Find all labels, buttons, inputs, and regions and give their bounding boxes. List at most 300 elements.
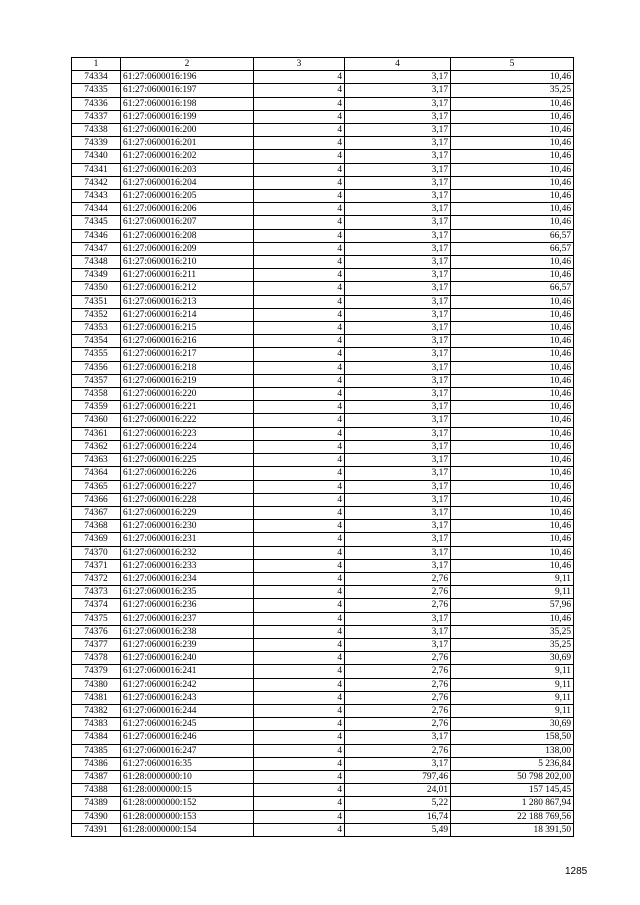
table-row bbox=[72, 388, 574, 401]
col3-cell: 4 bbox=[254, 97, 345, 110]
col4-cell: 24,01 bbox=[345, 784, 451, 797]
col5-cell: 10,46 bbox=[451, 256, 574, 269]
row-number-cell: 74380 bbox=[72, 678, 121, 691]
col3-cell: 4 bbox=[254, 520, 345, 533]
col5-cell: 66,57 bbox=[451, 282, 574, 295]
cadastral-number-cell: 61:27:0600016:236 bbox=[121, 599, 254, 612]
table-row bbox=[72, 704, 574, 717]
table-row bbox=[72, 612, 574, 625]
col3-cell: 4 bbox=[254, 137, 345, 150]
col4-cell: 2,76 bbox=[345, 665, 451, 678]
col5-cell: 158,50 bbox=[451, 731, 574, 744]
col4-cell: 3,17 bbox=[345, 520, 451, 533]
col4-cell: 3,17 bbox=[345, 110, 451, 123]
col5-cell: 10,46 bbox=[451, 493, 574, 506]
col5-cell: 157 145,45 bbox=[451, 784, 574, 797]
row-number-cell: 74359 bbox=[72, 401, 121, 414]
cadastral-number-cell: 61:27:0600016:204 bbox=[121, 176, 254, 189]
col4-cell: 2,76 bbox=[345, 718, 451, 731]
col5-cell: 35,25 bbox=[451, 625, 574, 638]
row-number-cell: 74385 bbox=[72, 744, 121, 757]
row-number-cell: 74343 bbox=[72, 190, 121, 203]
col3-cell: 4 bbox=[254, 150, 345, 163]
cadastral-number-cell: 61:27:0600016:200 bbox=[121, 124, 254, 137]
table-row bbox=[72, 572, 574, 585]
col3-cell: 4 bbox=[254, 190, 345, 203]
cadastral-number-cell: 61:27:0600016:245 bbox=[121, 718, 254, 731]
col3-cell: 4 bbox=[254, 744, 345, 757]
row-number-cell: 74334 bbox=[72, 71, 121, 84]
row-number-cell: 74344 bbox=[72, 203, 121, 216]
col3-cell: 4 bbox=[254, 731, 345, 744]
col4-cell: 2,76 bbox=[345, 678, 451, 691]
col5-cell: 10,46 bbox=[451, 308, 574, 321]
col4-cell: 3,17 bbox=[345, 176, 451, 189]
cadastral-number-cell: 61:28:0000000:154 bbox=[121, 823, 254, 836]
row-number-cell: 74366 bbox=[72, 493, 121, 506]
col3-cell: 4 bbox=[254, 84, 345, 97]
col4-cell: 3,17 bbox=[345, 454, 451, 467]
table-row bbox=[72, 467, 574, 480]
table-row bbox=[72, 414, 574, 427]
table-row bbox=[72, 625, 574, 638]
cadastral-number-cell: 61:27:0600016:196 bbox=[121, 71, 254, 84]
cadastral-number-cell: 61:27:0600016:35 bbox=[121, 757, 254, 770]
row-number-cell: 74346 bbox=[72, 229, 121, 242]
col3-cell: 4 bbox=[254, 176, 345, 189]
col5-cell: 30,69 bbox=[451, 718, 574, 731]
col4-cell: 3,17 bbox=[345, 216, 451, 229]
col3-cell: 4 bbox=[254, 493, 345, 506]
col3-cell: 4 bbox=[254, 163, 345, 176]
row-number-cell: 74389 bbox=[72, 797, 121, 810]
row-number-cell: 74337 bbox=[72, 110, 121, 123]
col4-cell: 3,17 bbox=[345, 414, 451, 427]
col5-cell: 10,46 bbox=[451, 269, 574, 282]
table-row bbox=[72, 256, 574, 269]
cadastral-number-cell: 61:27:0600016:229 bbox=[121, 506, 254, 519]
table-row bbox=[72, 744, 574, 757]
row-number-cell: 74388 bbox=[72, 784, 121, 797]
cadastral-number-cell: 61:27:0600016:233 bbox=[121, 559, 254, 572]
col5-cell: 10,46 bbox=[451, 454, 574, 467]
col5-cell: 35,25 bbox=[451, 84, 574, 97]
col5-cell: 10,46 bbox=[451, 440, 574, 453]
row-number-cell: 74390 bbox=[72, 810, 121, 823]
table-row bbox=[72, 150, 574, 163]
row-number-cell: 74386 bbox=[72, 757, 121, 770]
cadastral-number-cell: 61:27:0600016:242 bbox=[121, 678, 254, 691]
col3-cell: 4 bbox=[254, 308, 345, 321]
cadastral-number-cell: 61:27:0600016:244 bbox=[121, 704, 254, 717]
col3-cell: 4 bbox=[254, 229, 345, 242]
col4-cell: 5,22 bbox=[345, 797, 451, 810]
col4-cell: 2,76 bbox=[345, 652, 451, 665]
col3-cell: 4 bbox=[254, 335, 345, 348]
row-number-cell: 74338 bbox=[72, 124, 121, 137]
col3-cell: 4 bbox=[254, 388, 345, 401]
row-number-cell: 74381 bbox=[72, 691, 121, 704]
col3-cell: 4 bbox=[254, 216, 345, 229]
table-row bbox=[72, 506, 574, 519]
cadastral-number-cell: 61:27:0600016:223 bbox=[121, 427, 254, 440]
row-number-cell: 74373 bbox=[72, 586, 121, 599]
col3-cell: 4 bbox=[254, 691, 345, 704]
row-number-cell: 74374 bbox=[72, 599, 121, 612]
row-number-cell: 74350 bbox=[72, 282, 121, 295]
col4-cell: 797,46 bbox=[345, 770, 451, 783]
col5-cell: 10,46 bbox=[451, 124, 574, 137]
col4-cell: 5,49 bbox=[345, 823, 451, 836]
col3-cell: 4 bbox=[254, 414, 345, 427]
col5-cell: 10,46 bbox=[451, 322, 574, 335]
cadastral-number-cell: 61:27:0600016:241 bbox=[121, 665, 254, 678]
col5-cell: 10,46 bbox=[451, 559, 574, 572]
col4-cell: 3,17 bbox=[345, 480, 451, 493]
row-number-cell: 74367 bbox=[72, 506, 121, 519]
table-row bbox=[72, 71, 574, 84]
col4-cell: 3,17 bbox=[345, 612, 451, 625]
table-row bbox=[72, 322, 574, 335]
col5-cell: 10,46 bbox=[451, 427, 574, 440]
cadastral-number-cell: 61:27:0600016:205 bbox=[121, 190, 254, 203]
cadastral-number-cell: 61:27:0600016:201 bbox=[121, 137, 254, 150]
cadastral-number-cell: 61:27:0600016:210 bbox=[121, 256, 254, 269]
row-number-cell: 74339 bbox=[72, 137, 121, 150]
col5-cell: 66,57 bbox=[451, 229, 574, 242]
table-row bbox=[72, 295, 574, 308]
table-row bbox=[72, 335, 574, 348]
cadastral-number-cell: 61:27:0600016:225 bbox=[121, 454, 254, 467]
col5-cell: 50 798 202,00 bbox=[451, 770, 574, 783]
col3-cell: 4 bbox=[254, 586, 345, 599]
table-row bbox=[72, 163, 574, 176]
row-number-cell: 74383 bbox=[72, 718, 121, 731]
table-row bbox=[72, 757, 574, 770]
row-number-cell: 74372 bbox=[72, 572, 121, 585]
table-row bbox=[72, 137, 574, 150]
cadastral-number-cell: 61:27:0600016:240 bbox=[121, 652, 254, 665]
col4-cell: 3,17 bbox=[345, 625, 451, 638]
table-row bbox=[72, 797, 574, 810]
table-row bbox=[72, 361, 574, 374]
cadastral-number-cell: 61:27:0600016:197 bbox=[121, 84, 254, 97]
col4-cell: 3,17 bbox=[345, 282, 451, 295]
col5-cell: 57,96 bbox=[451, 599, 574, 612]
col4-cell: 3,17 bbox=[345, 269, 451, 282]
col5-cell: 9,11 bbox=[451, 704, 574, 717]
row-number-cell: 74360 bbox=[72, 414, 121, 427]
row-number-cell: 74371 bbox=[72, 559, 121, 572]
table-row bbox=[72, 374, 574, 387]
cadastral-number-cell: 61:28:0000000:152 bbox=[121, 797, 254, 810]
column-header-4: 4 bbox=[345, 58, 451, 71]
col5-cell: 9,11 bbox=[451, 665, 574, 678]
col5-cell: 10,46 bbox=[451, 361, 574, 374]
cadastral-number-cell: 61:27:0600016:224 bbox=[121, 440, 254, 453]
row-number-cell: 74369 bbox=[72, 533, 121, 546]
column-header-3: 3 bbox=[254, 58, 345, 71]
col5-cell: 10,46 bbox=[451, 348, 574, 361]
cadastral-number-cell: 61:27:0600016:199 bbox=[121, 110, 254, 123]
column-header-2: 2 bbox=[121, 58, 254, 71]
col5-cell: 5 236,84 bbox=[451, 757, 574, 770]
col4-cell: 3,17 bbox=[345, 506, 451, 519]
col4-cell: 3,17 bbox=[345, 295, 451, 308]
row-number-cell: 74382 bbox=[72, 704, 121, 717]
col3-cell: 4 bbox=[254, 71, 345, 84]
cadastral-number-cell: 61:27:0600016:243 bbox=[121, 691, 254, 704]
row-number-cell: 74358 bbox=[72, 388, 121, 401]
table-row bbox=[72, 401, 574, 414]
table-body bbox=[72, 71, 574, 837]
table-row bbox=[72, 691, 574, 704]
col5-cell: 10,46 bbox=[451, 190, 574, 203]
col4-cell: 3,17 bbox=[345, 427, 451, 440]
cadastral-number-cell: 61:27:0600016:231 bbox=[121, 533, 254, 546]
table-row bbox=[72, 638, 574, 651]
col4-cell: 3,17 bbox=[345, 242, 451, 255]
col3-cell: 4 bbox=[254, 124, 345, 137]
row-number-cell: 74348 bbox=[72, 256, 121, 269]
col3-cell: 4 bbox=[254, 440, 345, 453]
col4-cell: 3,17 bbox=[345, 493, 451, 506]
row-number-cell: 74378 bbox=[72, 652, 121, 665]
col3-cell: 4 bbox=[254, 322, 345, 335]
cadastral-number-cell: 61:27:0600016:198 bbox=[121, 97, 254, 110]
row-number-cell: 74362 bbox=[72, 440, 121, 453]
table-row bbox=[72, 665, 574, 678]
col3-cell: 4 bbox=[254, 572, 345, 585]
col3-cell: 4 bbox=[254, 546, 345, 559]
cadastral-number-cell: 61:27:0600016:227 bbox=[121, 480, 254, 493]
cadastral-number-cell: 61:27:0600016:211 bbox=[121, 269, 254, 282]
col4-cell: 3,17 bbox=[345, 757, 451, 770]
table-row bbox=[72, 454, 574, 467]
row-number-cell: 74345 bbox=[72, 216, 121, 229]
col5-cell: 10,46 bbox=[451, 533, 574, 546]
col4-cell: 3,17 bbox=[345, 335, 451, 348]
row-number-cell: 74340 bbox=[72, 150, 121, 163]
col4-cell: 3,17 bbox=[345, 546, 451, 559]
col3-cell: 4 bbox=[254, 374, 345, 387]
row-number-cell: 74336 bbox=[72, 97, 121, 110]
table-row bbox=[72, 559, 574, 572]
col5-cell: 10,46 bbox=[451, 506, 574, 519]
col4-cell: 3,17 bbox=[345, 256, 451, 269]
col5-cell: 30,69 bbox=[451, 652, 574, 665]
col3-cell: 4 bbox=[254, 480, 345, 493]
col3-cell: 4 bbox=[254, 718, 345, 731]
col3-cell: 4 bbox=[254, 506, 345, 519]
col5-cell: 18 391,50 bbox=[451, 823, 574, 836]
col5-cell: 10,46 bbox=[451, 480, 574, 493]
col5-cell: 10,46 bbox=[451, 110, 574, 123]
data-table bbox=[71, 57, 574, 837]
col5-cell: 10,46 bbox=[451, 612, 574, 625]
col4-cell: 3,17 bbox=[345, 731, 451, 744]
col3-cell: 4 bbox=[254, 652, 345, 665]
col5-cell: 10,46 bbox=[451, 335, 574, 348]
row-number-cell: 74341 bbox=[72, 163, 121, 176]
row-number-cell: 74351 bbox=[72, 295, 121, 308]
col3-cell: 4 bbox=[254, 467, 345, 480]
cadastral-number-cell: 61:28:0000000:15 bbox=[121, 784, 254, 797]
col3-cell: 4 bbox=[254, 810, 345, 823]
col5-cell: 138,00 bbox=[451, 744, 574, 757]
cadastral-number-cell: 61:27:0600016:220 bbox=[121, 388, 254, 401]
cadastral-number-cell: 61:27:0600016:209 bbox=[121, 242, 254, 255]
cadastral-number-cell: 61:27:0600016:202 bbox=[121, 150, 254, 163]
table-row bbox=[72, 520, 574, 533]
col3-cell: 4 bbox=[254, 797, 345, 810]
row-number-cell: 74368 bbox=[72, 520, 121, 533]
col3-cell: 4 bbox=[254, 427, 345, 440]
col4-cell: 2,76 bbox=[345, 691, 451, 704]
col3-cell: 4 bbox=[254, 533, 345, 546]
col3-cell: 4 bbox=[254, 282, 345, 295]
row-number-cell: 74391 bbox=[72, 823, 121, 836]
row-number-cell: 74384 bbox=[72, 731, 121, 744]
cadastral-number-cell: 61:28:0000000:10 bbox=[121, 770, 254, 783]
cadastral-number-cell: 61:27:0600016:203 bbox=[121, 163, 254, 176]
cadastral-number-cell: 61:27:0600016:235 bbox=[121, 586, 254, 599]
row-number-cell: 74353 bbox=[72, 322, 121, 335]
col5-cell: 22 188 769,56 bbox=[451, 810, 574, 823]
col4-cell: 3,17 bbox=[345, 203, 451, 216]
cadastral-number-cell: 61:27:0600016:246 bbox=[121, 731, 254, 744]
col3-cell: 4 bbox=[254, 110, 345, 123]
col5-cell: 9,11 bbox=[451, 586, 574, 599]
col5-cell: 35,25 bbox=[451, 638, 574, 651]
row-number-cell: 74363 bbox=[72, 454, 121, 467]
row-number-cell: 74376 bbox=[72, 625, 121, 638]
col4-cell: 2,76 bbox=[345, 586, 451, 599]
col4-cell: 3,17 bbox=[345, 97, 451, 110]
col4-cell: 16,74 bbox=[345, 810, 451, 823]
cadastral-number-cell: 61:27:0600016:221 bbox=[121, 401, 254, 414]
cadastral-number-cell: 61:27:0600016:215 bbox=[121, 322, 254, 335]
table-row bbox=[72, 784, 574, 797]
cadastral-number-cell: 61:27:0600016:234 bbox=[121, 572, 254, 585]
col5-cell: 66,57 bbox=[451, 242, 574, 255]
cadastral-number-cell: 61:27:0600016:230 bbox=[121, 520, 254, 533]
row-number-cell: 74356 bbox=[72, 361, 121, 374]
col4-cell: 3,17 bbox=[345, 361, 451, 374]
row-number-cell: 74355 bbox=[72, 348, 121, 361]
col4-cell: 2,76 bbox=[345, 704, 451, 717]
column-header-1: 1 bbox=[72, 58, 121, 71]
col4-cell: 2,76 bbox=[345, 599, 451, 612]
table-row bbox=[72, 229, 574, 242]
col4-cell: 3,17 bbox=[345, 374, 451, 387]
table-row bbox=[72, 493, 574, 506]
col3-cell: 4 bbox=[254, 559, 345, 572]
col4-cell: 3,17 bbox=[345, 533, 451, 546]
col5-cell: 10,46 bbox=[451, 388, 574, 401]
table-row bbox=[72, 84, 574, 97]
col3-cell: 4 bbox=[254, 361, 345, 374]
table-row bbox=[72, 427, 574, 440]
table-row bbox=[72, 718, 574, 731]
col4-cell: 3,17 bbox=[345, 137, 451, 150]
row-number-cell: 74352 bbox=[72, 308, 121, 321]
col3-cell: 4 bbox=[254, 203, 345, 216]
row-number-cell: 74379 bbox=[72, 665, 121, 678]
table-row bbox=[72, 586, 574, 599]
cadastral-number-cell: 61:27:0600016:208 bbox=[121, 229, 254, 242]
row-number-cell: 74342 bbox=[72, 176, 121, 189]
col5-cell: 10,46 bbox=[451, 150, 574, 163]
col5-cell: 10,46 bbox=[451, 137, 574, 150]
table-row bbox=[72, 308, 574, 321]
col3-cell: 4 bbox=[254, 348, 345, 361]
col5-cell: 9,11 bbox=[451, 572, 574, 585]
col5-cell: 10,46 bbox=[451, 414, 574, 427]
col5-cell: 10,46 bbox=[451, 216, 574, 229]
col4-cell: 3,17 bbox=[345, 638, 451, 651]
col4-cell: 3,17 bbox=[345, 322, 451, 335]
row-number-cell: 74365 bbox=[72, 480, 121, 493]
col5-cell: 10,46 bbox=[451, 467, 574, 480]
col5-cell: 10,46 bbox=[451, 176, 574, 189]
cadastral-number-cell: 61:27:0600016:222 bbox=[121, 414, 254, 427]
col3-cell: 4 bbox=[254, 269, 345, 282]
col4-cell: 3,17 bbox=[345, 84, 451, 97]
col5-cell: 1 280 867,94 bbox=[451, 797, 574, 810]
col4-cell: 3,17 bbox=[345, 440, 451, 453]
row-number-cell: 74349 bbox=[72, 269, 121, 282]
col4-cell: 3,17 bbox=[345, 124, 451, 137]
col4-cell: 3,17 bbox=[345, 348, 451, 361]
row-number-cell: 74354 bbox=[72, 335, 121, 348]
row-number-cell: 74361 bbox=[72, 427, 121, 440]
row-number-cell: 74387 bbox=[72, 770, 121, 783]
col3-cell: 4 bbox=[254, 770, 345, 783]
table-row bbox=[72, 282, 574, 295]
cadastral-number-cell: 61:27:0600016:237 bbox=[121, 612, 254, 625]
table-row bbox=[72, 124, 574, 137]
cadastral-number-cell: 61:27:0600016:239 bbox=[121, 638, 254, 651]
col4-cell: 3,17 bbox=[345, 388, 451, 401]
col3-cell: 4 bbox=[254, 638, 345, 651]
col5-cell: 9,11 bbox=[451, 678, 574, 691]
cadastral-number-cell: 61:27:0600016:232 bbox=[121, 546, 254, 559]
table-row bbox=[72, 652, 574, 665]
table-row bbox=[72, 546, 574, 559]
col4-cell: 3,17 bbox=[345, 467, 451, 480]
row-number-cell: 74357 bbox=[72, 374, 121, 387]
cadastral-number-cell: 61:28:0000000:153 bbox=[121, 810, 254, 823]
cadastral-number-cell: 61:27:0600016:214 bbox=[121, 308, 254, 321]
cadastral-number-cell: 61:27:0600016:238 bbox=[121, 625, 254, 638]
table-row bbox=[72, 110, 574, 123]
col3-cell: 4 bbox=[254, 823, 345, 836]
col4-cell: 3,17 bbox=[345, 190, 451, 203]
col3-cell: 4 bbox=[254, 665, 345, 678]
col3-cell: 4 bbox=[254, 704, 345, 717]
table-row bbox=[72, 440, 574, 453]
table-row bbox=[72, 599, 574, 612]
table-row bbox=[72, 203, 574, 216]
cadastral-number-cell: 61:27:0600016:213 bbox=[121, 295, 254, 308]
col5-cell: 10,46 bbox=[451, 401, 574, 414]
cadastral-number-cell: 61:27:0600016:212 bbox=[121, 282, 254, 295]
col3-cell: 4 bbox=[254, 401, 345, 414]
cadastral-number-cell: 61:27:0600016:206 bbox=[121, 203, 254, 216]
col3-cell: 4 bbox=[254, 757, 345, 770]
header-row bbox=[72, 58, 574, 71]
